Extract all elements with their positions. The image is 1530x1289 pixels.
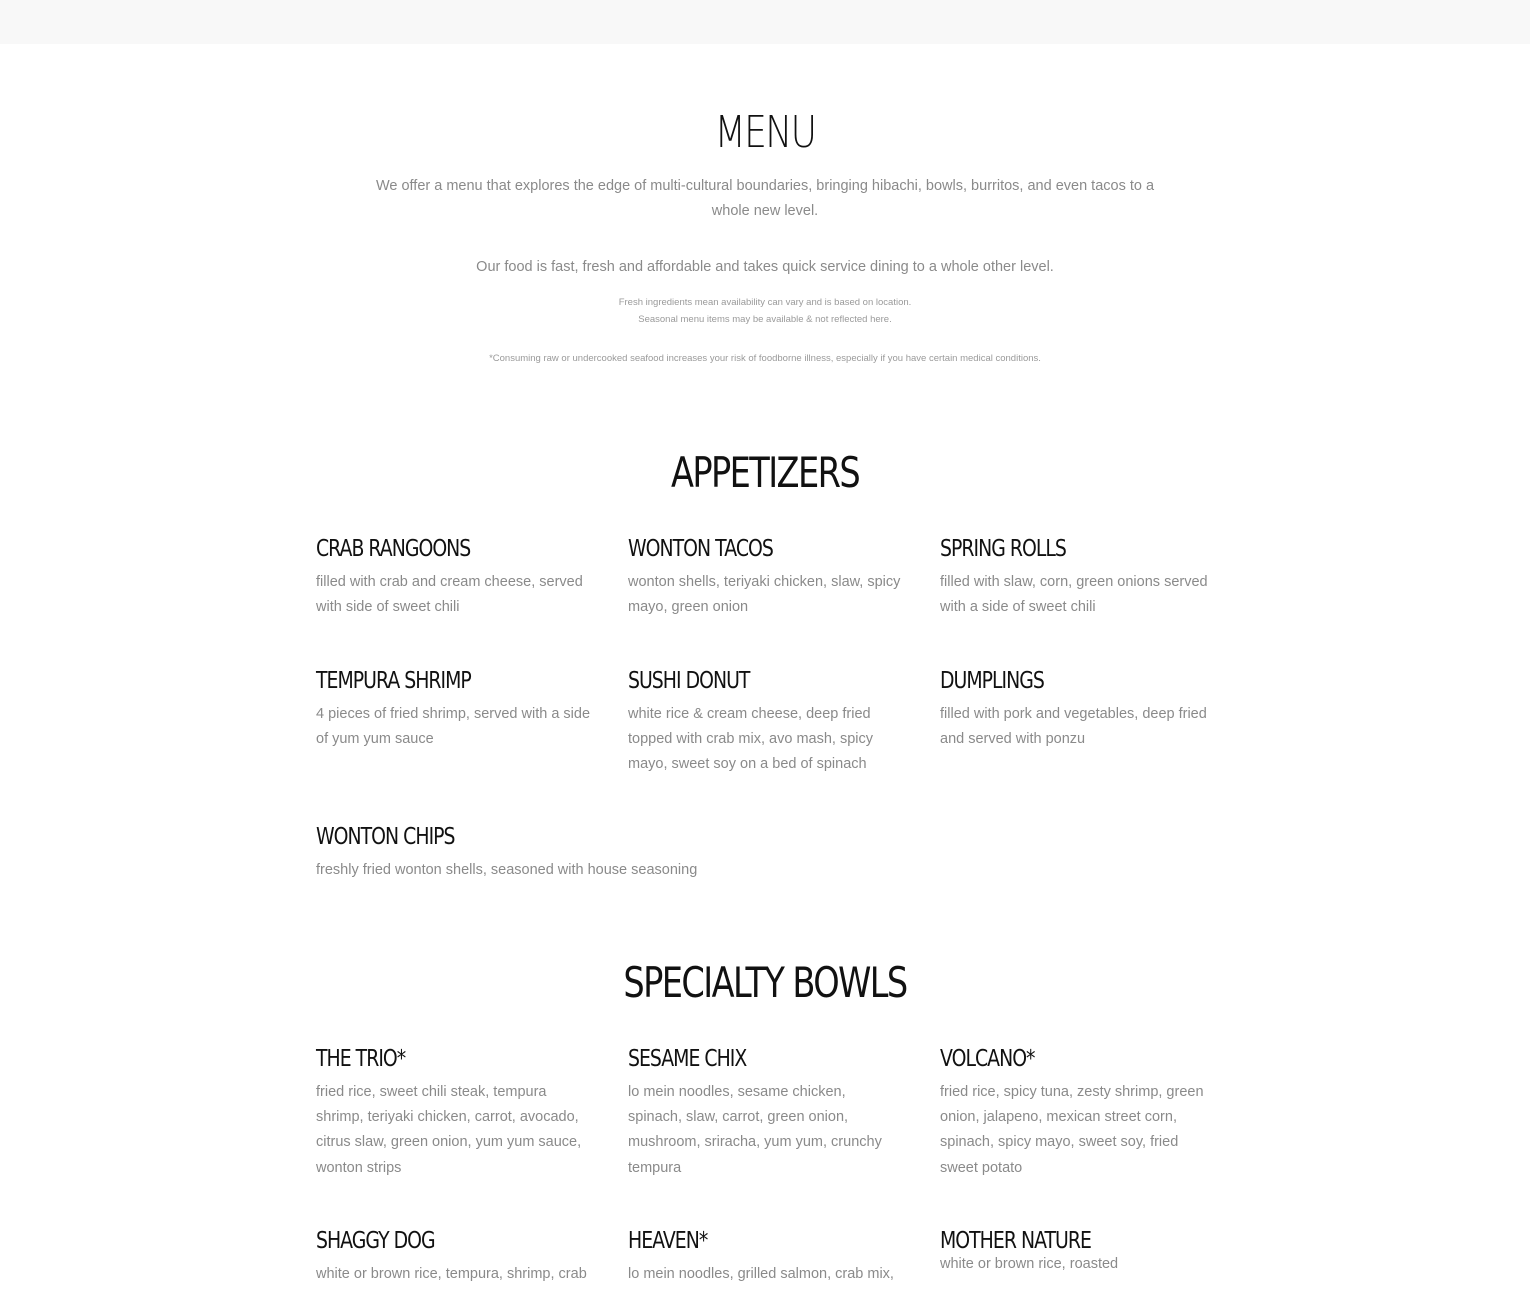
menu-item <box>316 667 591 752</box>
menu-item-name: THE TRIO* <box>316 1046 406 1072</box>
menu-item <box>628 535 903 620</box>
menu-item <box>940 535 1215 620</box>
menu-item-name: SPRING ROLLS <box>940 536 1066 562</box>
menu-item-description: fried rice, sweet chili steak, tempura shrimp, teriyaki chicken, carrot, avocado, citrus slaw, green onion, yum yum sauce, wonton strips <box>316 1084 582 1176</box>
menu-item-name: SHAGGY DOG <box>316 1228 435 1254</box>
menu-item <box>316 1227 591 1287</box>
menu-item <box>316 535 591 620</box>
menu-item-description: white or brown rice, tempura, shrimp, crab <box>316 1266 587 1282</box>
menu-item-name: WONTON CHIPS <box>316 824 455 850</box>
menu-item-description: 4 pieces of fried shrimp, served with a side of yum yum sauce <box>316 706 591 748</box>
menu-item <box>316 1045 591 1181</box>
menu-item-name: WONTON TACOS <box>628 536 773 562</box>
menu-item-name: DUMPLINGS <box>940 668 1044 694</box>
menu-item <box>628 667 903 778</box>
top-bar <box>0 0 1530 44</box>
menu-item-name: CRAB RANGOONS <box>316 536 471 562</box>
appetizers-heading: APPETIZERS <box>670 448 860 497</box>
intro-subtext: Our food is fast, fresh and affordable and takes quick service dining to a whole other level. <box>476 259 1054 275</box>
menu-item <box>628 1045 903 1181</box>
seafood-disclaimer: *Consuming raw or undercooked seafood increases your risk of foodborne illness, especially if you have certain medical conditions. <box>489 353 1041 364</box>
menu-item <box>940 667 1215 752</box>
menu-item-name: SESAME CHIX <box>628 1046 747 1072</box>
menu-item <box>940 1045 1215 1181</box>
availability-note: Fresh ingredients mean availability can vary and is based on location. <box>618 297 912 308</box>
menu-item-description: lo mein noodles, sesame chicken, spinach, slaw, carrot, green onion, mushroom, sriracha, yum yum, crunchy tempura <box>628 1084 882 1176</box>
menu-item <box>628 1227 903 1287</box>
menu-item-name: TEMPURA SHRIMP <box>316 668 471 694</box>
seasonal-note: Seasonal menu items may be available & not reflected here. <box>638 314 892 325</box>
intro-text: We offer a menu that explores the edge of multi-cultural boundaries, bringing hibachi, bowls, burritos, and even tacos to a whole new level. <box>375 178 1155 219</box>
menu-item-name: SUSHI DONUT <box>628 668 750 694</box>
menu-item-description: white rice & cream cheese, deep fried topped with crab mix, avo mash, spicy mayo, sweet soy on a bed of spinach <box>628 706 873 773</box>
menu-item-description: lo mein noodles, grilled salmon, crab mix, <box>628 1266 894 1282</box>
menu-item-description: freshly fried wonton shells, seasoned with house seasoning <box>316 862 698 878</box>
specialty-bowls-heading: SPECIALTY BOWLS <box>623 958 907 1007</box>
menu-item-description: wonton shells, teriyaki chicken, slaw, spicy mayo, green onion <box>628 574 901 616</box>
menu-item-name: MOTHER NATURE <box>940 1228 1091 1254</box>
menu-item-description: filled with slaw, corn, green onions served with a side of sweet chili <box>940 574 1208 616</box>
menu-item-name: VOLCANO* <box>940 1046 1035 1072</box>
menu-item <box>940 1227 1215 1277</box>
menu-item-description: white or brown rice, roasted <box>940 1256 1119 1272</box>
menu-item-description: fried rice, spicy tuna, zesty shrimp, green onion, jalapeno, mexican street corn, spinach, spicy mayo, sweet soy, fried sweet potato <box>940 1084 1204 1176</box>
menu-item-description: filled with pork and vegetables, deep fried and served with ponzu <box>940 706 1207 748</box>
menu-item-name: HEAVEN* <box>628 1228 708 1254</box>
menu-item-description: filled with crab and cream cheese, served with side of sweet chili <box>316 574 583 616</box>
page-title: MENU <box>714 107 816 158</box>
menu-item <box>316 823 736 883</box>
